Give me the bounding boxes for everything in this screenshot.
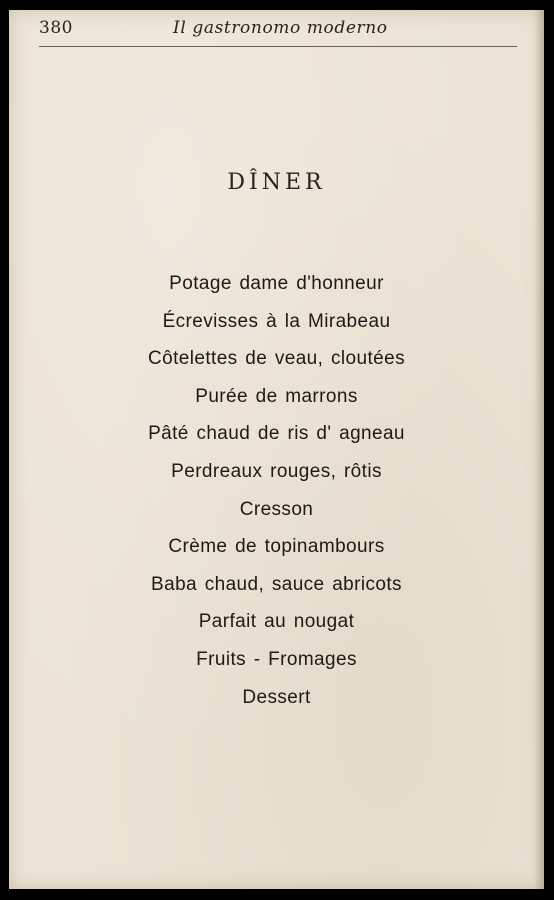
menu-item: Cresson <box>239 498 314 520</box>
menu-item: Pâté chaud de ris d' agneau <box>148 423 405 445</box>
menu-item: Perdreaux rouges, rôtis <box>171 460 382 482</box>
menu-item: Côtelettes de veau, cloutées <box>148 348 405 370</box>
header-rule <box>39 46 517 47</box>
page-edge-shadow <box>534 10 544 889</box>
menu-item: Purée de marrons <box>195 385 358 407</box>
menu-item: Fruits - Fromages <box>196 648 357 670</box>
page-number: 380 <box>39 18 73 38</box>
menu-item: Crème de topinambours <box>168 536 385 558</box>
running-title: Il gastronomo moderno <box>173 18 388 38</box>
menu-item: Parfait au nougat <box>198 611 355 633</box>
menu-item: Potage dame d'honneur <box>169 273 384 294</box>
book-page <box>9 10 544 889</box>
menu-item: Écrevisses à la Mirabeau <box>162 310 391 332</box>
page-header <box>9 10 544 54</box>
menu-title: DÎNER <box>227 170 326 195</box>
menu-item: Baba chaud, sauce abricots <box>151 573 402 595</box>
menu-list <box>9 265 544 716</box>
menu-item: Dessert <box>242 686 311 708</box>
